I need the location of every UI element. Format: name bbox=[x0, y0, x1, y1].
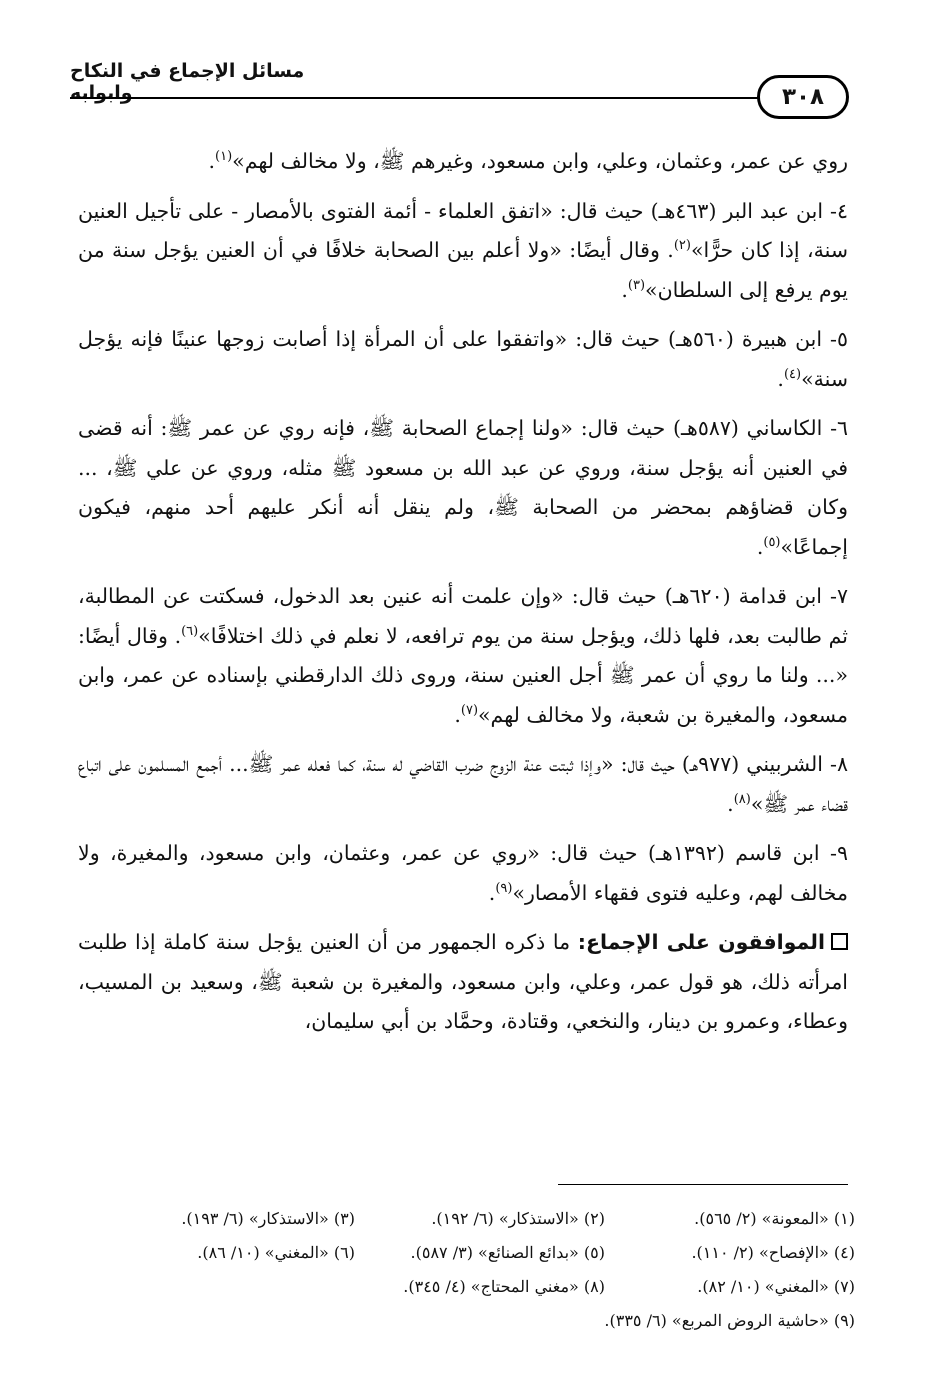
footnote-ref: (٦) bbox=[181, 623, 199, 639]
footnote-ref: (٥) bbox=[763, 534, 781, 550]
page-number-badge: ٣٠٨ bbox=[757, 75, 849, 119]
paragraph-tail: . bbox=[208, 149, 216, 173]
footnote-row bbox=[100, 1202, 855, 1236]
paragraph-text: ٨- الشربيني (٩٧٧هـ) حيث قال: «وإذا ثبتت عنة الزوج ضرب القاضي له سنة، كما فعله عمر ﷺ... أجمع المسلمون على اتباع قضاء عمر ﷺ» bbox=[78, 752, 848, 816]
paragraph-ibn-hubayra bbox=[78, 320, 848, 399]
paragraph-text: . وقال أيضًا: «ولا أعلم بين الصحابة خلافًا في أن العنين يؤجل سنة من يوم يرفع إلى السلطان» bbox=[78, 238, 848, 302]
footnote-ref: (٢) bbox=[673, 238, 691, 254]
paragraph-shirbini bbox=[78, 745, 848, 824]
footnote-ref: (٤) bbox=[783, 366, 802, 382]
paragraph-continuation bbox=[78, 142, 848, 182]
paragraph-tail: . bbox=[727, 791, 734, 816]
paragraph-tail: . bbox=[756, 534, 764, 559]
footnote-ref: (٩) bbox=[495, 880, 513, 896]
footnote-separator bbox=[558, 1184, 848, 1185]
footnote-ref: (٧) bbox=[460, 702, 479, 718]
paragraph-text: ٩- ابن قاسم (١٣٩٢هـ) حيث قال: «روي عن عمر، وعثمان، وابن مسعود، والمغيرة، ولا مخالف لهم، وعليه فتوى فقهاء الأمصار» bbox=[78, 841, 848, 905]
header-rule bbox=[70, 97, 760, 99]
footnote: (٤) «الإفصاح» (٢/ ١١٠). bbox=[691, 1243, 855, 1262]
paragraph-ibn-qudama bbox=[78, 577, 848, 735]
footnotes bbox=[100, 1202, 855, 1338]
running-header-title: مسائل الإجماع في النكاح وابوابه bbox=[70, 60, 305, 104]
footnote: (١) «المعونة» (٢/ ٥٦٥). bbox=[694, 1209, 855, 1228]
paragraph-text: روي عن عمر، وعثمان، وعلي، وابن مسعود، وغيرهم ﷺ، ولا مخالف لهم» bbox=[232, 149, 848, 173]
footnote: (٣) «الاستذكار» (٦/ ١٩٣). bbox=[181, 1209, 355, 1228]
paragraph-text: ٤- ابن عبد البر (٤٦٣هـ) حيث قال: «اتفق العلماء - أئمة الفتوى بالأمصار - على تأجيل العنين سنة، إذا كان حرًّا» bbox=[78, 198, 849, 262]
footnote-ref: (٨) bbox=[733, 791, 751, 807]
paragraph-ibn-abd-al-barr bbox=[78, 192, 848, 311]
consensus-heading: الموافقون على الإجماع: bbox=[577, 930, 825, 954]
paragraph-kasani bbox=[78, 409, 848, 567]
paragraph-ibn-qasim bbox=[78, 834, 848, 913]
footnote: (٨) «مغني المحتاج» (٤/ ٣٤٥). bbox=[403, 1277, 605, 1296]
paragraph-text: ٧- ابن قدامة (٦٢٠هـ) حيث قال: «وإن علمت أنه عنين بعد الدخول، فسكتت عن المطالبة، ثم طالبت بعد، فلها ذلك، ويؤجل سنة من يوم ترافعه، لا نعلم في ذلك اختلافًا» bbox=[78, 584, 848, 648]
paragraph-text: ٦- الكاساني (٥٨٧هـ) حيث قال: «ولنا إجماع الصحابة ﷺ، فإنه روي عن عمر ﷺ: أنه قضى في العنين أنه يؤجل سنة، وروي عن عبد الله بن مسعود ﷺ مثله، وروي عن علي ﷺ، ... وكان قضاؤهم بمحضر من الصحابة ﷺ، ولم ينقل أنه أنكر عليهم أحد منهم، فيكون إجماعًا» bbox=[78, 416, 849, 559]
paragraph-tail: . bbox=[488, 880, 496, 905]
square-bullet-icon bbox=[831, 933, 848, 950]
paragraph-tail: . bbox=[621, 277, 628, 302]
paragraph-tail: . bbox=[454, 702, 461, 727]
footnote: (٧) «المغني» (١٠/ ٨٢). bbox=[697, 1277, 855, 1296]
footnote-row bbox=[100, 1236, 855, 1270]
footnote: (٩) «حاشية الروض المربع» (٦/ ٣٣٥). bbox=[604, 1311, 855, 1330]
paragraph-text: ٥- ابن هبيرة (٥٦٠هـ) حيث قال: «واتفقوا على أن المرأة إذا أصابت زوجها عنينًا فإنه يؤجل سنة» bbox=[78, 327, 848, 391]
paragraph-tail: . bbox=[777, 366, 784, 391]
footnote-row bbox=[100, 1270, 855, 1304]
footnote: (٢) «الاستذكار» (٦/ ١٩٢). bbox=[431, 1209, 605, 1228]
footnote: (٥) «بدائع الصنائع» (٣/ ٥٨٧). bbox=[410, 1243, 605, 1262]
footnote-ref: (٣) bbox=[627, 277, 646, 293]
footnote: (٦) «المغني» (١٠/ ٨٦). bbox=[197, 1243, 355, 1262]
consensus-text: ما ذكره الجمهور من أن العنين يؤجل سنة كاملة إذا طلبت امرأته ذلك، هو قول عمر، وعلي، وابن مسعود، والمغيرة بن شعبة ﷺ، وسعيد بن المسيب، وعطاء، وعمرو بن دينار، والنخعي، وقتادة، وحمَّاد بن أبي سليمان، bbox=[78, 930, 848, 1033]
paragraph-text: . وقال أيضًا: «... ولنا ما روي أن عمر ﷺ أجل العنين سنة، وروى ذلك الدارقطني بإسناده عن عمر، وابن مسعود، والمغيرة بن شعبة، ولا مخالف لهم» bbox=[78, 623, 848, 727]
paragraph-consensus bbox=[78, 923, 848, 1042]
footnote-ref: (١) bbox=[215, 149, 233, 165]
footnote-row bbox=[100, 1304, 855, 1338]
body-text bbox=[78, 142, 848, 1052]
